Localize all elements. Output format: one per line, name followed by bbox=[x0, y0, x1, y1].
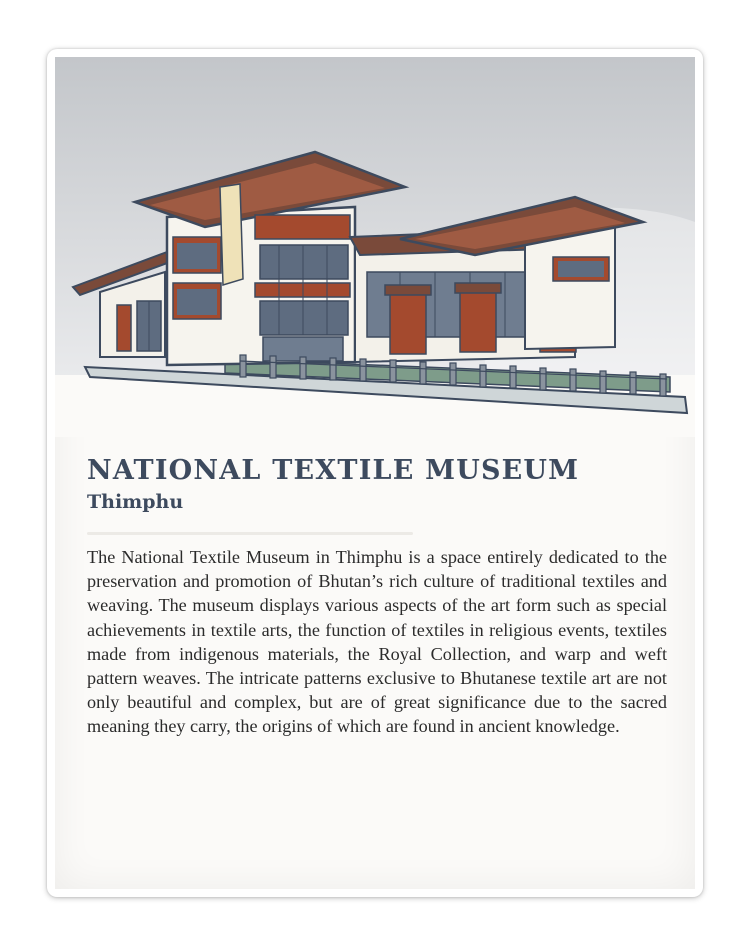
museum-location: Thimphu bbox=[87, 491, 184, 513]
museum-card bbox=[47, 49, 703, 897]
card-inner bbox=[55, 57, 695, 889]
museum-title: NATIONAL TEXTILE MUSEUM bbox=[87, 455, 580, 486]
museum-description: The National Textile Museum in Thimphu is a space entirely dedicated to the preservation and promotion of Bhutan’s rich culture of traditional textiles and weaving. The museum displays various aspects of the art form such as special achievements in textile arts, the function of textiles in religious events, textiles made from indigenous materials, the Royal Collection, and warp and weft pattern weaves. The intricate patterns exclusive to Bhutanese textile art are not only beautiful and complex, but are of great significance due to the sacred meaning they carry, the origins of which are found in ancient knowledge. bbox=[87, 547, 667, 737]
title-divider bbox=[87, 532, 413, 535]
museum-building-illustration-icon bbox=[55, 57, 695, 437]
